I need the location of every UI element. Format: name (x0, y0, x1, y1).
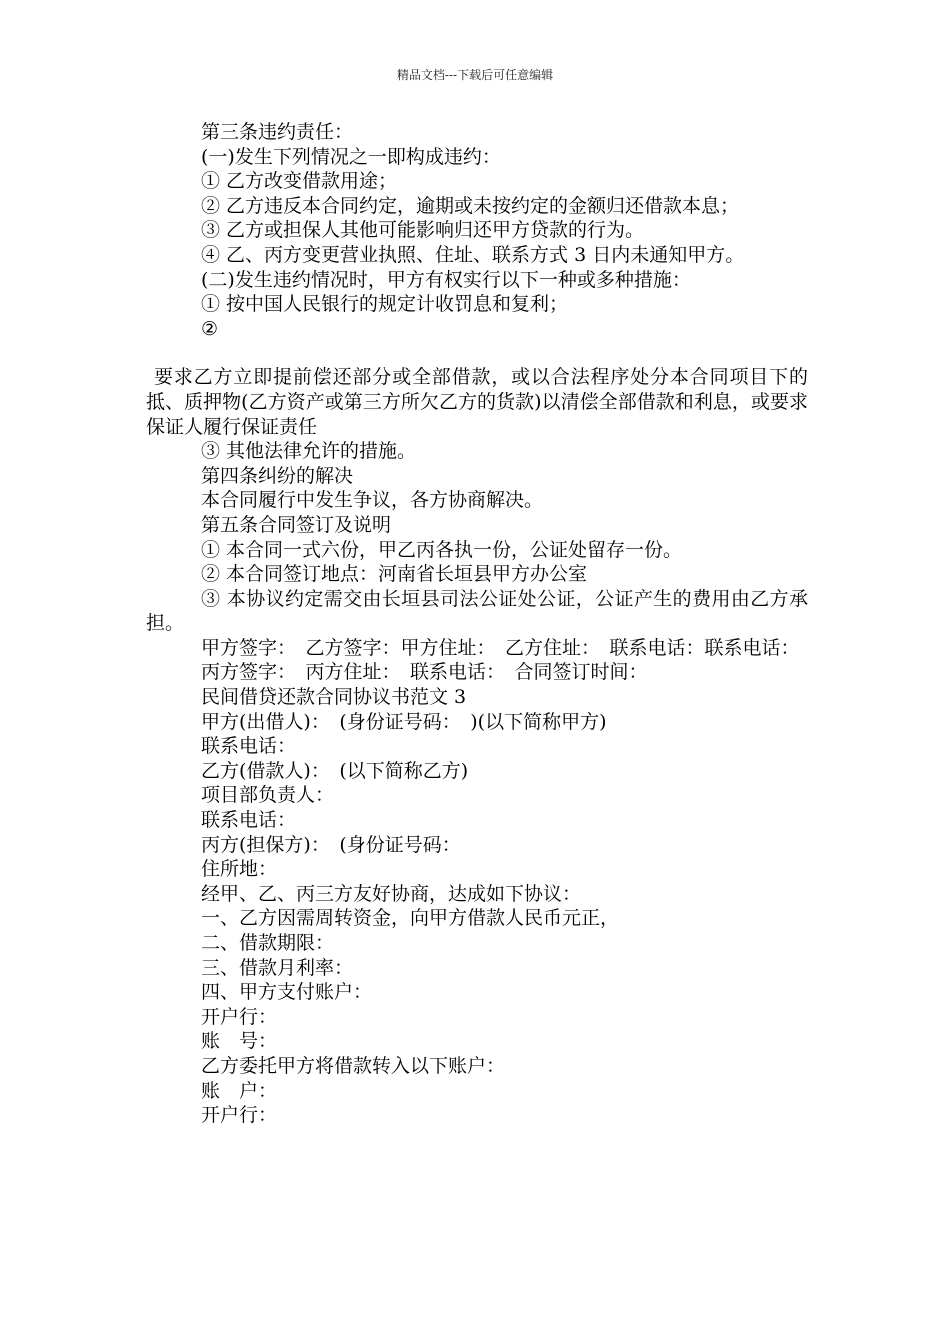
field-line: 住所地： (201, 858, 278, 881)
signature-line: 丙方签字： 丙方住址： 联系电话： 合同签订时间： (201, 661, 648, 684)
measure-item: ② (201, 317, 219, 340)
clause-2-heading: (二)发生违约情况时，甲方有权实行以下一种或多种措施： (201, 268, 691, 291)
field-line: 开户行： (201, 1104, 278, 1127)
paragraph: 经甲、乙、丙三方友好协商，达成如下协议： (201, 882, 582, 905)
field-line: 联系电话： (201, 735, 297, 758)
article-3-heading: 第三条违约责任： (201, 121, 354, 143)
document-body (146, 120, 808, 1128)
page-header: 精品文档---下载后可任意编辑 (396, 68, 554, 82)
field-line: 账 号： (201, 1030, 278, 1053)
party-a-line: 甲方(出借人)： (身份证号码： )(以下简称甲方) (201, 710, 607, 733)
field-line: 账 户： (201, 1079, 278, 1102)
term-item: 四、甲方支付账户： (201, 981, 373, 1004)
clause-1-heading: (一)发生下列情况之一即构成违约： (201, 145, 501, 168)
article-5-heading: 第五条合同签订及说明 (201, 513, 392, 536)
paragraph: 乙方委托甲方将借款转入以下账户： (201, 1054, 506, 1077)
field-line: 项目部负责人： (201, 784, 335, 807)
clause-item: ③ 乙方或担保人其他可能影响归还甲方贷款的行为。 (201, 219, 645, 242)
term-item: 二、借款期限： (201, 932, 335, 954)
clause-item: ① 本合同一式六份，甲乙丙各执一份，公证处留存一份。 (201, 538, 683, 561)
clause-item: ② 乙方违反本合同约定，逾期或未按约定的金额归还借款本息； (201, 194, 740, 217)
measure-item: ③ 其他法律允许的措施。 (201, 440, 417, 463)
signature-line: 甲方签字： 乙方签字：甲方住址： 乙方住址： 联系电话：联系电话： (201, 636, 800, 659)
measure-item: ① 按中国人民银行的规定计收罚息和复利； (201, 293, 569, 316)
paragraph: 本合同履行中发生争议，各方协商解决。 (201, 489, 544, 512)
measure-item-text: 要求乙方立即提前偿还部分或全部借款，或以合法程序处分本合同项目下的抵、质押物(乙方资产或第三方所欠乙方的货款)以清偿全部借款和利息，或要求保证人履行保证责任 (146, 366, 808, 438)
spacer (146, 341, 808, 365)
term-item: 一、乙方因需周转资金，向甲方借款人民币元正， (201, 907, 620, 930)
article-4-heading: 第四条纠纷的解决 (201, 464, 354, 487)
clause-item: ② 本合同签订地点：河南省长垣县甲方办公室 (201, 563, 588, 586)
term-item: 三、借款月利率： (201, 956, 354, 979)
field-line: 开户行： (201, 1005, 278, 1028)
clause-item: ③ 本协议约定需交由长垣县司法公证处公证，公证产生的费用由乙方承担。 (146, 587, 808, 635)
party-c-line: 丙方(担保方)： (身份证号码： (201, 833, 461, 856)
field-line: 联系电话： (201, 809, 297, 832)
party-b-line: 乙方(借款人)： (以下简称乙方) (201, 759, 469, 782)
clause-item: ① 乙方改变借款用途； (201, 170, 398, 193)
clause-item: ④ 乙、丙方变更营业执照、住址、联系方式 3 日内未通知甲方。 (201, 243, 745, 266)
section-title: 民间借贷还款合同协议书范文 3 (201, 686, 467, 709)
